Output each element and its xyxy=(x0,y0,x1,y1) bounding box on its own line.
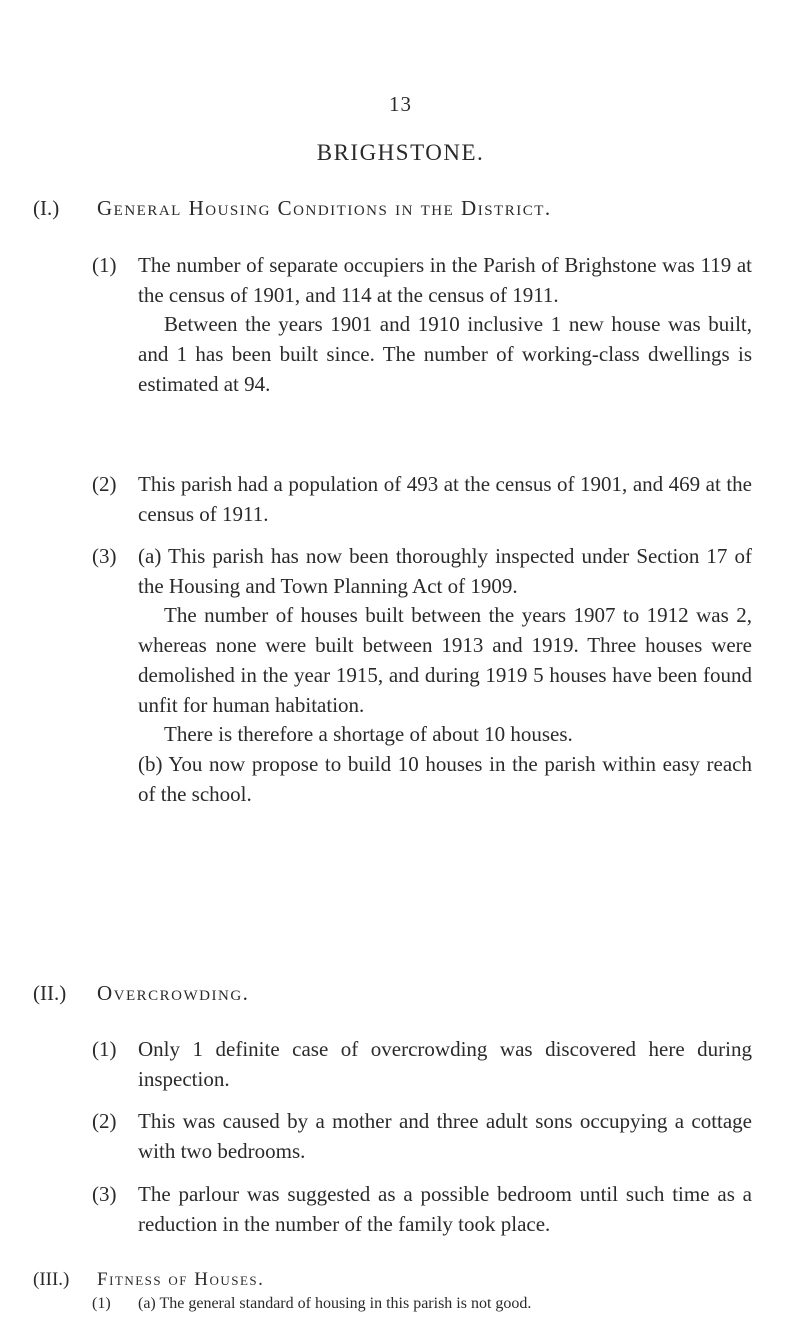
paragraph: Only 1 definite case of overcrowding was discovered here during inspection. xyxy=(138,1037,752,1091)
item-number: (2) xyxy=(92,472,117,496)
item-number: (1) xyxy=(92,1037,117,1061)
list-item xyxy=(92,542,752,809)
paragraph: (a) The general standard of housing in this parish is not good. xyxy=(138,1295,532,1312)
page-title: BRIGHSTONE. xyxy=(316,140,485,165)
paragraph: (b) You now propose to build 10 houses in the parish within easy reach of the school. xyxy=(138,751,752,806)
section-heading-general-housing xyxy=(33,193,552,223)
paragraph: There is therefore a shortage of about 10 houses. xyxy=(164,722,573,747)
paragraph: The parlour was suggested as a possible bedroom until such time as a reduction in the number of the family took place. xyxy=(138,1182,752,1236)
paragraph: The number of houses built between the years 1907 to 1912 was 2, whereas none were built between 1913 and 1919. Three houses were demolished in the year 1915, and during 1919 5 houses have been found unfit for human habitation. xyxy=(138,603,752,717)
item-number: (2) xyxy=(92,1109,117,1133)
list-item xyxy=(92,470,752,529)
section-number: (II.) xyxy=(33,981,67,1005)
list-item xyxy=(92,1035,752,1094)
paragraph: Between the years 1901 and 1910 inclusive 1 new house was built, and 1 has been built since. The number of working-class dwellings is estimated at 94. xyxy=(138,312,752,396)
item-number: (3) xyxy=(92,544,117,568)
section-title: Fitness of Houses. xyxy=(97,1269,265,1290)
section-heading-fitness xyxy=(33,1268,264,1292)
list-item xyxy=(92,251,752,400)
list-item xyxy=(92,1180,752,1239)
section-heading-overcrowding xyxy=(33,978,249,1008)
section-number: (III.) xyxy=(33,1269,70,1290)
page-number: 13 xyxy=(389,92,412,116)
section-number: (I.) xyxy=(33,196,60,220)
paragraph: (a) This parish has now been thoroughly inspected under Section 17 of the Housing and Town Planning Act of 1909. xyxy=(138,544,752,598)
paragraph: This parish had a population of 493 at the census of 1901, and 469 at the census of 1911. xyxy=(138,472,752,526)
section-title: General Housing Conditions in the District. xyxy=(97,196,552,220)
list-item xyxy=(92,1107,752,1166)
list-item xyxy=(92,1294,752,1314)
item-number: (1) xyxy=(92,253,117,277)
section-title: Overcrowding. xyxy=(97,981,250,1005)
paragraph: This was caused by a mother and three adult sons occupying a cottage with two bedrooms. xyxy=(138,1109,752,1163)
item-number: (3) xyxy=(92,1182,117,1206)
paragraph: The number of separate occupiers in the Parish of Brighstone was 119 at the census of 1901, and 114 at the census of 1911. xyxy=(138,253,752,307)
item-number: (1) xyxy=(92,1295,111,1312)
